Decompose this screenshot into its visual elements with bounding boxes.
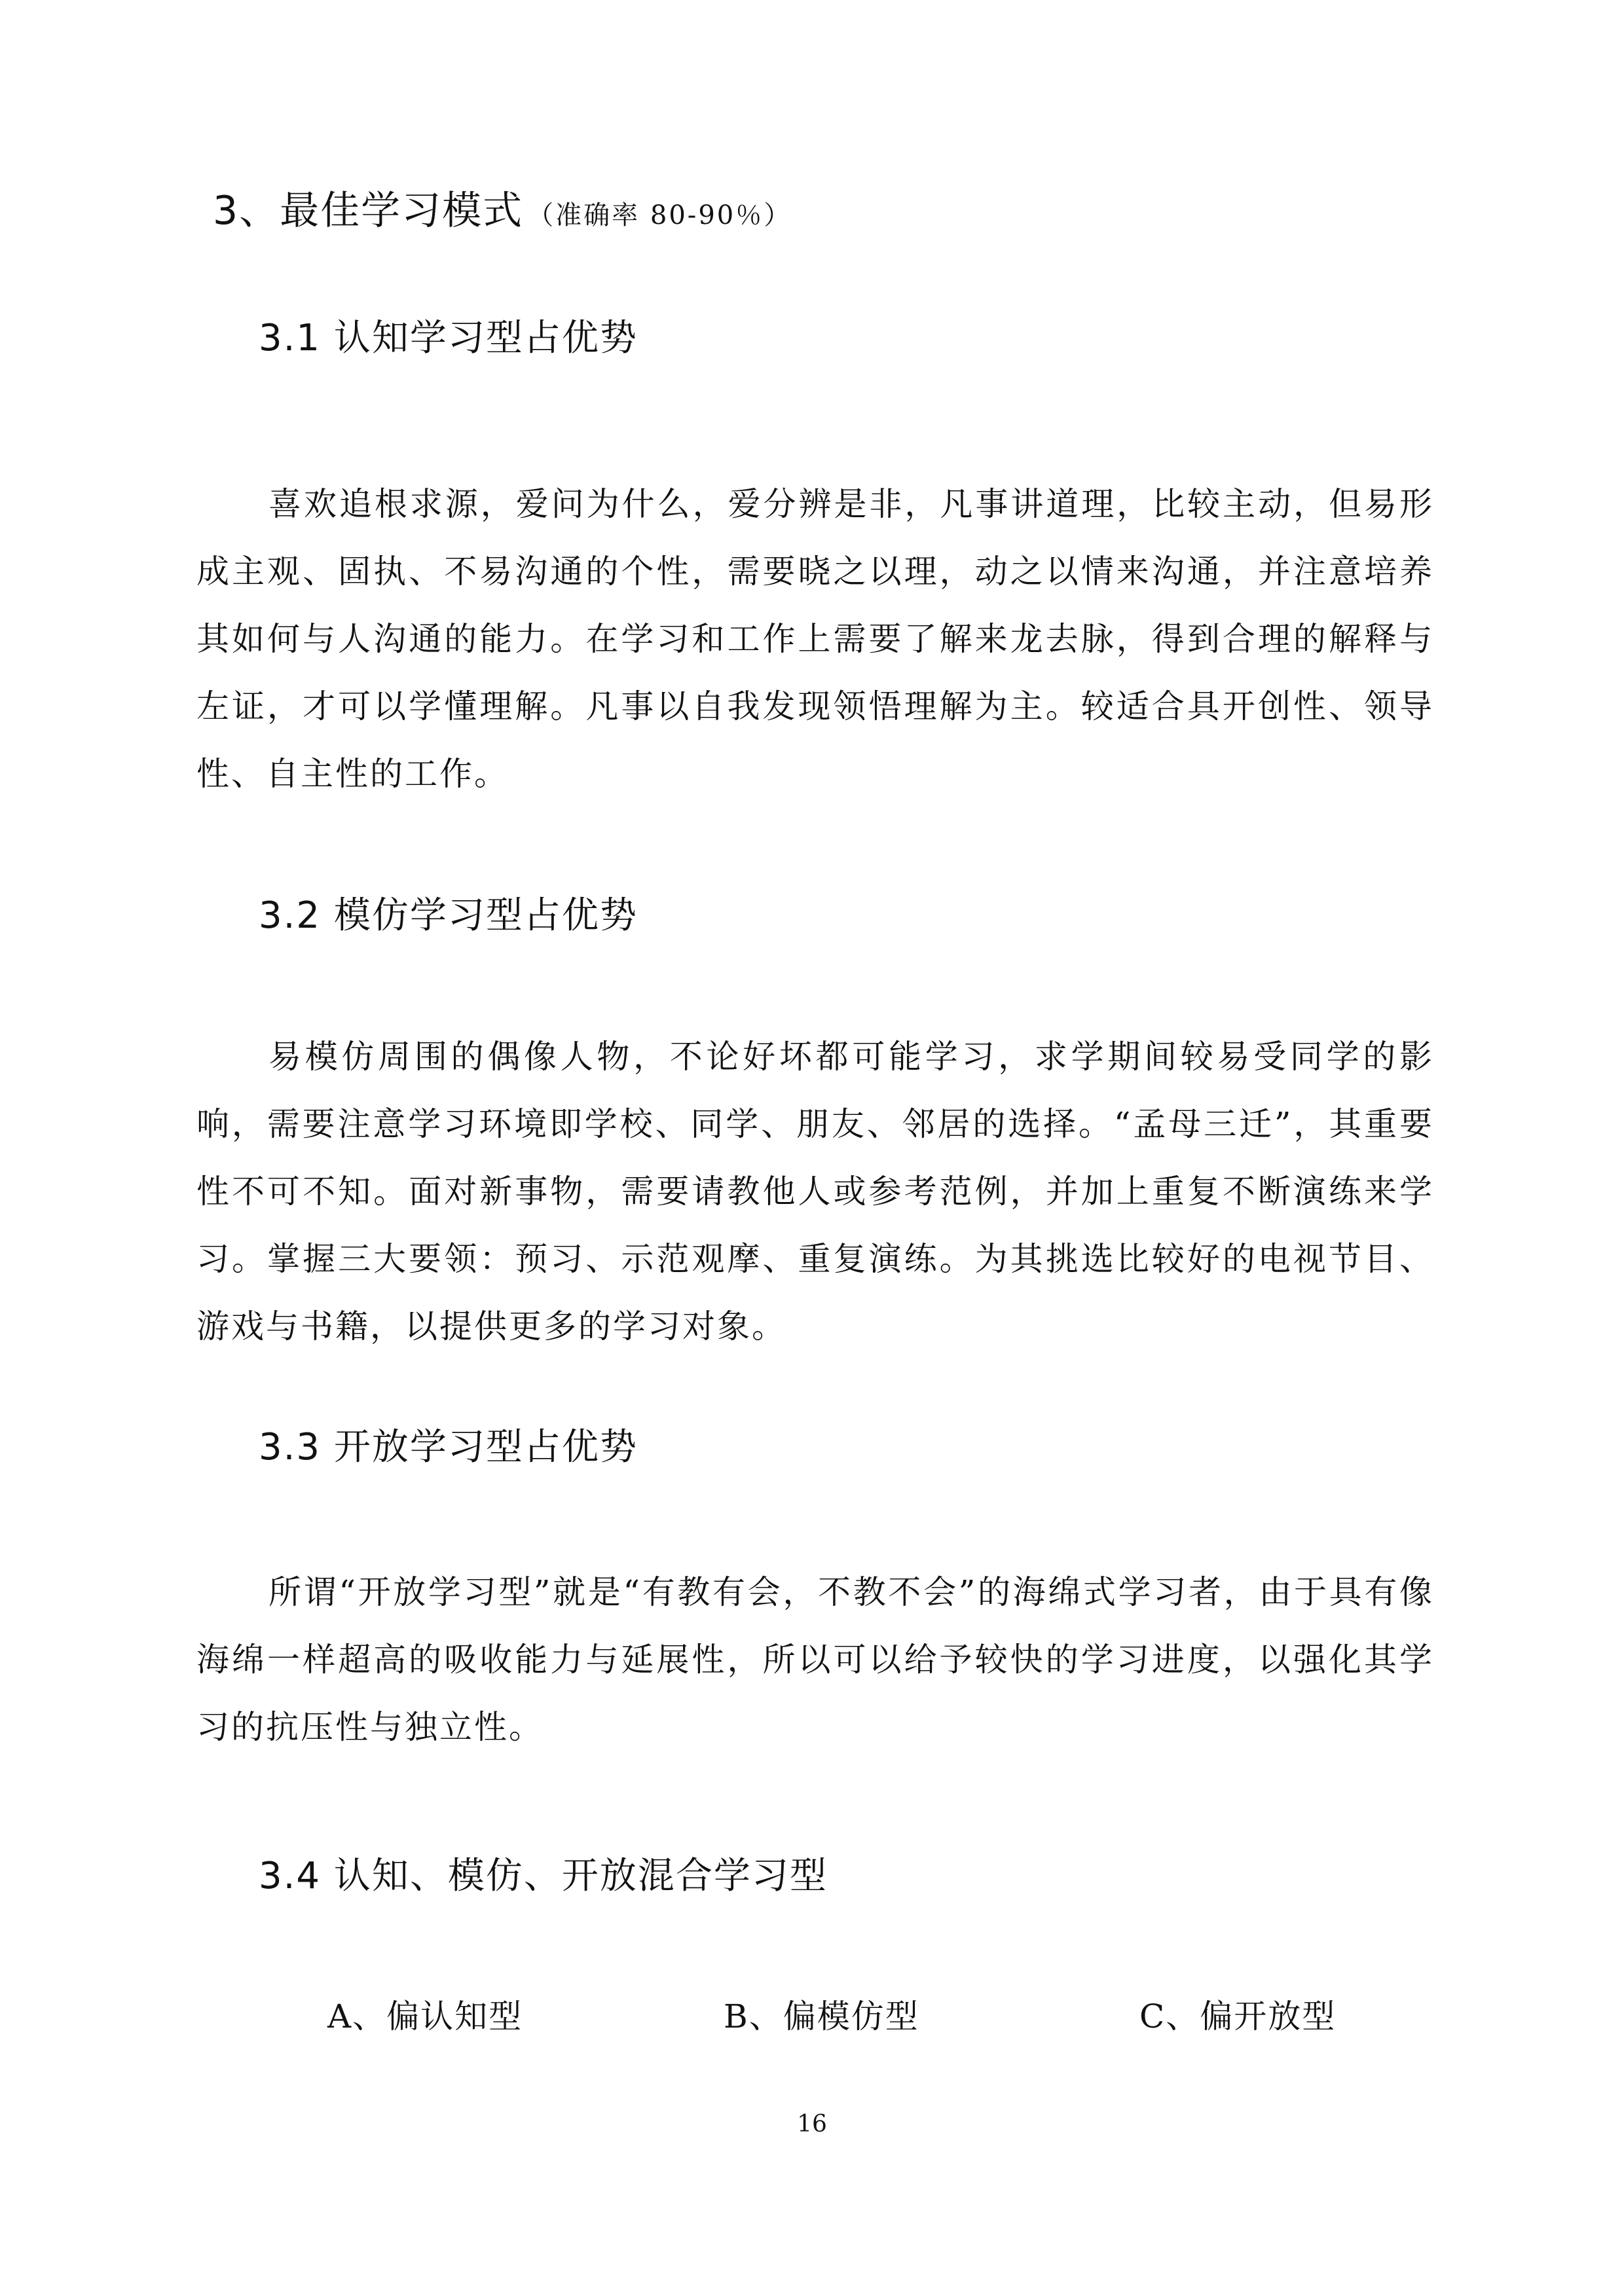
subsection-body-open: 所谓“开放学习型”就是“有教有会，不教不会”的海绵式学习者，由于具有像海绵一样超高的吸收能力与延展性，所以可以给予较快的学习进度，以强化其学习的抗压性与独立性。: [196, 1573, 1434, 1746]
subsection-heading-cognitive: 3.1 认知学习型占优势: [259, 317, 638, 359]
subsection-heading-open: 3.3 开放学习型占优势: [259, 1426, 638, 1468]
subsection-heading-imitation: 3.2 模仿学习型占优势: [259, 894, 638, 937]
section-title: [213, 185, 792, 242]
page-number: 16: [797, 2111, 827, 2138]
mixed-type-options: [0, 1990, 1624, 2043]
subsection-body-cognitive: 喜欢追根求源，爱问为什么，爱分辨是非，凡事讲道理，比较主动，但易形成主观、固执、不易沟通的个性，需要晓之以理，动之以情来沟通，并注意培养其如何与人沟通的能力。在学习和工作上需要了解来龙去脉，得到合理的解释与左证，才可以学懂理解。凡事以自我发现领悟理解为主。较适合具开创性、领导性、自主性的工作。: [196, 485, 1434, 793]
section-title-text: 3、最佳学习模式: [213, 188, 524, 234]
subsection-body-imitation: 易模仿周围的偶像人物，不论好坏都可能学习，求学期间较易受同学的影响，需要注意学习环境即学校、同学、朋友、邻居的选择。“孟母三迁”，其重要性不可不知。面对新事物，需要请教他人或参考范例，并加上重复不断演练来学习。掌握三大要领：预习、示范观摩、重复演练。为其挑选比较好的电视节目、游戏与书籍，以提供更多的学习对象。: [196, 1038, 1434, 1345]
mixed-type-cognitive: A、偏认知型: [327, 1997, 523, 2035]
accuracy-note: （准确率 80-90％）: [527, 200, 792, 230]
subsection-heading-mixed: 3.4 认知、模仿、开放混合学习型: [259, 1855, 828, 1897]
mixed-type-open: C、偏开放型: [1139, 1997, 1337, 2035]
mixed-type-imitation: B、偏模仿型: [724, 1997, 919, 2035]
